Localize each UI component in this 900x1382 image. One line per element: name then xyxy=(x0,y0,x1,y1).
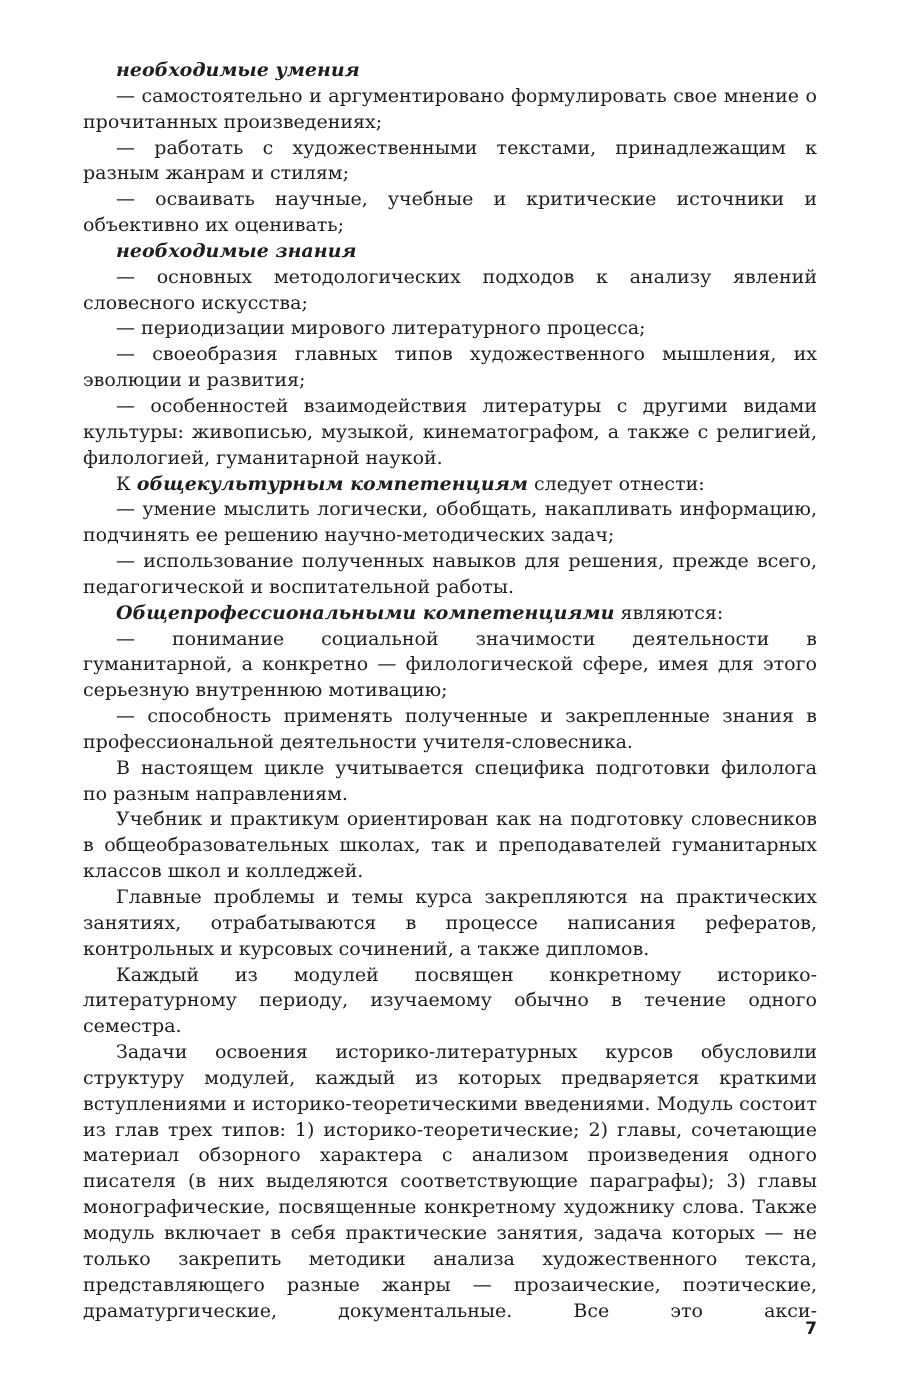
paragraph-practice: Главные проблемы и темы курса закрепляются на практических занятиях, отрабатываются в процессе написания рефератов, контрольных и курсовых сочинений, а также дипломов. xyxy=(83,886,817,960)
professional-item-1: — понимание социальной значимости деятельности в гуманитарной, а конкретно — филологической сфере, имея для этого серьезную внутреннюю мотивацию; xyxy=(83,627,817,702)
skills-heading: необходимые умения xyxy=(116,59,360,81)
paragraph-cycle: В настоящем цикле учитывается специфика подготовки филолога по разным направлениям. xyxy=(83,756,817,805)
professional-intro: Общепрофессиональными компетенциями являются: xyxy=(116,601,724,624)
knowledge-item-4: — особенностей взаимодействия литературы с другими видами культуры: живописью, музыкой, кинематографом, а также с религией, филологией, гуманитарной наукой. xyxy=(83,394,817,469)
knowledge-item-2: — периодизации мирового литературного процесса; xyxy=(116,317,646,340)
general-culture-intro: К общекультурным компетенциям следует отнести: xyxy=(116,472,705,495)
general-culture-item-2: — использование полученных навыков для решения, прежде всего, педагогической и воспитательной работы. xyxy=(83,550,817,598)
page-body xyxy=(83,58,817,1324)
skills-item-2: — работать с художественными текстами, принадлежащим к разным жанрам и стилям; xyxy=(83,136,817,185)
general-culture-item-1: — умение мыслить логически, обобщать, накапливать информацию, подчинять ее решению научно-методических задач; xyxy=(83,498,817,547)
paragraph-structure: Задачи освоения историко-литературных курсов обусловили структуру модулей, каждый из которых предваряется краткими вступлениями и историко-теоретическими введениями. Модуль состоит из глав трех типов: 1) историко-теоретические; 2) главы, сочетающие материал обзорного характера с анализом произведения одного писателя (в них выделяются соответствующие параграфы); 3) главы монографические, посвященные конкретному художнику слова. Также модуль включает в себя практические занятия, задача которых — не только закрепить методики анализа художественного текста, представляющего разные жанры — прозаические, поэтические, драматургические, документальные. Все это акси- xyxy=(83,1041,817,1322)
paragraph-audience: Учебник и практикум ориентирован как на подготовку словесников в общеобразовательных школах, так и преподавателей гуманитарных классов школ и колледжей. xyxy=(83,808,817,883)
page-number: 7 xyxy=(805,1319,817,1339)
paragraph-modules: Каждый из модулей посвящен конкретному историко-литературному периоду, изучаемому обычно в течение одного семестра. xyxy=(83,963,817,1038)
professional-item-2: — способность применять полученные и закрепленные знания в профессиональной деятельности учителя-словесника. xyxy=(83,705,817,753)
knowledge-heading: необходимые знания xyxy=(116,239,357,262)
knowledge-item-1: — основных методологических подходов к анализу явлений словесного искусства; xyxy=(83,265,817,314)
skills-item-3: — осваивать научные, учебные и критические источники и объективно их оценивать; xyxy=(83,188,817,237)
knowledge-item-3: — своеобразия главных типов художественного мышления, их эволюции и развития; xyxy=(83,343,817,392)
skills-item-1: — самостоятельно и аргументировано формулировать свое мнение о прочитанных произведениях; xyxy=(83,84,817,133)
